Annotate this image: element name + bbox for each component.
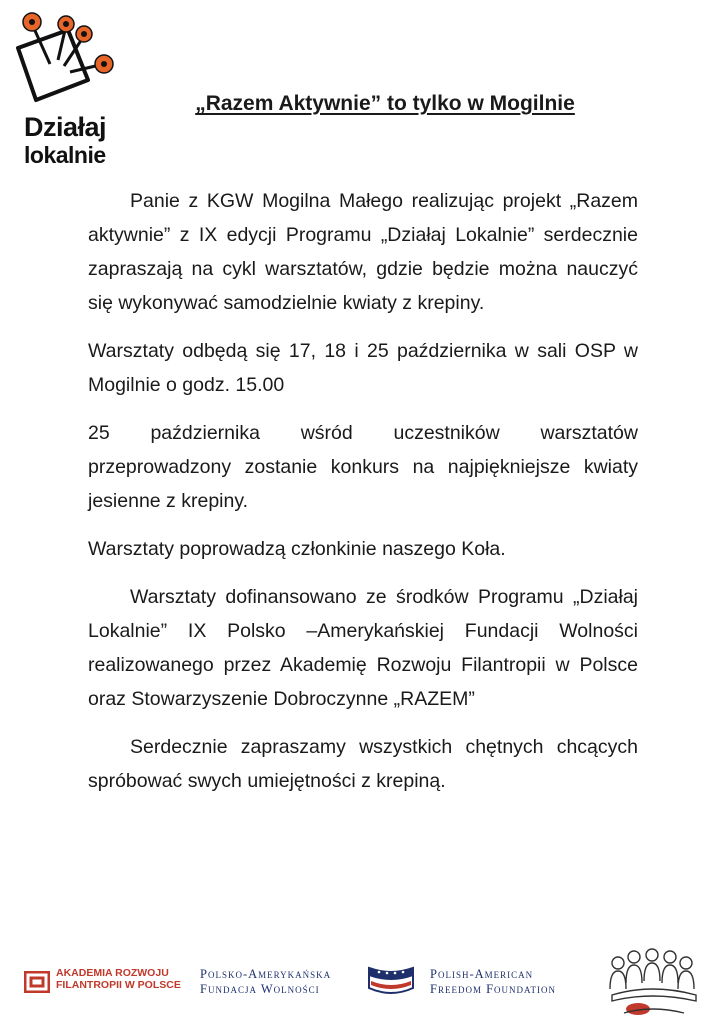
paf-en-line2: Freedom Foundation	[430, 982, 557, 996]
razem-people-icon	[604, 945, 704, 1020]
paragraph-invitation: Panie z KGW Mogilna Małego realizując projekt „Razem aktywnie” z IX edycji Programu „Działaj Lokalnie” serdecznie zapraszają na cykl warsztatów, gdzie będzie można nauczyć się wykonywać samodzielnie kwiaty z krepiny.	[88, 190, 638, 314]
paf-pl-line1: Polsko-Amerykańska	[200, 967, 332, 981]
paragraph-contest: 25 października wśród uczestników warsztatów przeprowadzony zostanie konkurs na najpiękniejsze kwiaty jesienne z krepiny.	[88, 422, 638, 512]
logo-word-lokalnie: lokalnie	[24, 142, 106, 168]
paf-en-line1: Polish-American	[430, 967, 534, 981]
flowers-box-icon	[10, 8, 120, 112]
ard-icon	[24, 971, 50, 993]
document-body	[88, 184, 638, 812]
paragraph-funding: Warsztaty dofinansowano ze środków Programu „Działaj Lokalnie” IX Polsko –Amerykańskiej Fundacji Wolności realizowanego przez Akademię Rozwoju Filantropii w Polsce oraz Stowarzyszenie Dobroczynne „RAZEM”	[88, 586, 638, 710]
ard-line1: AKADEMIA ROZWOJU	[56, 967, 169, 979]
paragraph-leaders: Warsztaty poprowadzą członkinie naszego Koła.	[88, 538, 506, 560]
dzialaj-lokalnie-logo	[10, 8, 120, 168]
logo-word-dzialaj: Działaj	[24, 112, 107, 142]
ard-logo-text	[56, 967, 181, 991]
paragraph-closing: Serdecznie zapraszamy wszystkich chętnych chcących spróbować swych umiejętności z krepiną.	[88, 736, 638, 792]
paf-emblem-icon	[365, 962, 417, 1002]
document-title: „Razem Aktywnie” to tylko w Mogilnie	[195, 92, 575, 115]
paragraph-dates: Warsztaty odbędą się 17, 18 i 25 października w sali OSP w Mogilnie o godz. 15.00	[88, 340, 638, 396]
paf-pl-line2: Fundacja Wolności	[200, 982, 320, 996]
sponsor-footer	[0, 945, 724, 1024]
ard-line2: FILANTROPII W POLSCE	[56, 979, 181, 991]
paf-english-name	[430, 967, 556, 997]
paf-polish-name	[200, 967, 331, 997]
